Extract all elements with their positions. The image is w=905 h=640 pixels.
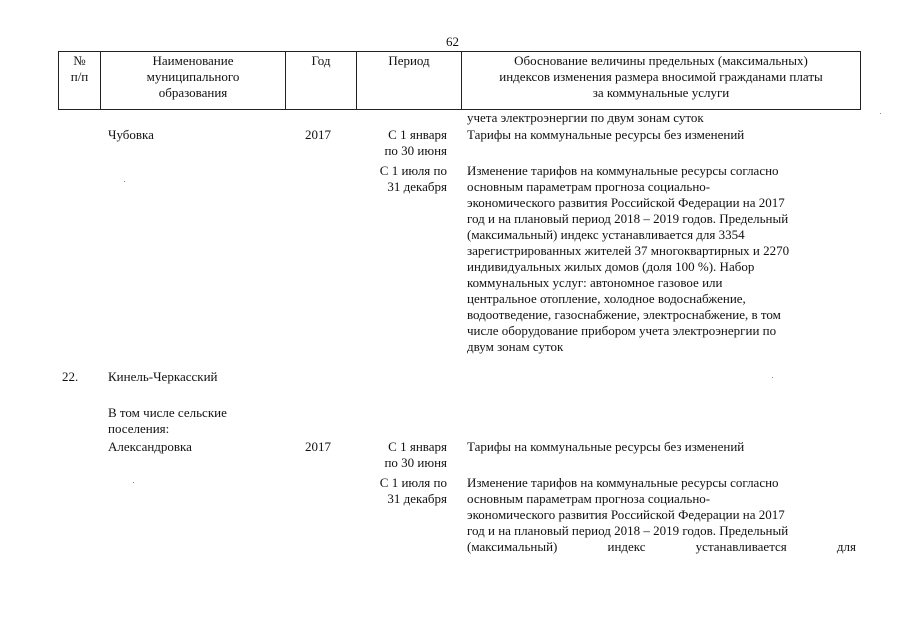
row-year: 2017 <box>305 127 331 142</box>
row-subheading: В том числе сельские поселения: <box>108 405 227 436</box>
header-col-period: Период <box>388 53 430 68</box>
carryover-text: учета электроэнергии по двум зонам суток <box>467 110 704 125</box>
row-basis-no-change: Тарифы на коммунальные ресурсы без изменений <box>467 439 745 454</box>
page-number: 62 <box>446 34 459 49</box>
scan-speck <box>772 377 773 378</box>
header-divider-right <box>860 51 861 110</box>
header-col-year: Год <box>311 53 331 68</box>
scan-speck <box>124 181 125 182</box>
header-col-name: Наименование муниципального образования <box>146 53 240 100</box>
row-basis-index: Изменение тарифов на коммунальные ресурсы согласно основным параметрам прогноза социально- экономического развития Российской Федерации на 2017 год и на плановый период 2018 – 2019 годов. Предельный (максимальный) индекс устанавливается для 3354 зарегистрированных жителей 37 многоквартирных и 2270 индивидуальных жилых домов (доля 100 %). Набор коммунальных услуг: автономное газовое или центральное отопление, холодное водоснабжение, водоотведение, газоснабжение, электроснабжение, в том числе оборудование прибором учета электроэнергии по двум зонам суток <box>467 163 790 354</box>
header-col-basis: Обоснование величины предельных (максимальных) индексов изменения размера вносимой гражданами платы за коммунальные услуги <box>499 53 823 100</box>
scan-speck <box>133 482 134 483</box>
row-period-second-half: С 1 июля по 31 декабря <box>379 475 447 506</box>
row-basis-index: Изменение тарифов на коммунальные ресурсы согласно основным параметрам прогноза социально- экономического развития Российской Федерации на 2017 год и на плановый период 2018 – 2019 годов. Предельный (максимальный) индекс устанавливается для <box>467 475 856 554</box>
row-name: Чубовка <box>108 127 154 142</box>
row-number: 22. <box>62 369 79 384</box>
header-top-border <box>58 51 861 52</box>
row-year: 2017 <box>305 439 331 454</box>
scan-speck <box>880 113 881 114</box>
row-name: Кинель-Черкасский <box>108 369 218 384</box>
header-col-number: № п/п <box>70 53 89 84</box>
row-period-first-half: С 1 января по 30 июня <box>384 127 447 158</box>
row-period-first-half: С 1 января по 30 июня <box>384 439 447 470</box>
row-basis-no-change: Тарифы на коммунальные ресурсы без изменений <box>467 127 745 142</box>
header-bottom-border <box>58 109 861 110</box>
row-period-second-half: С 1 июля по 31 декабря <box>379 163 447 194</box>
row-name: Александровка <box>108 439 192 454</box>
